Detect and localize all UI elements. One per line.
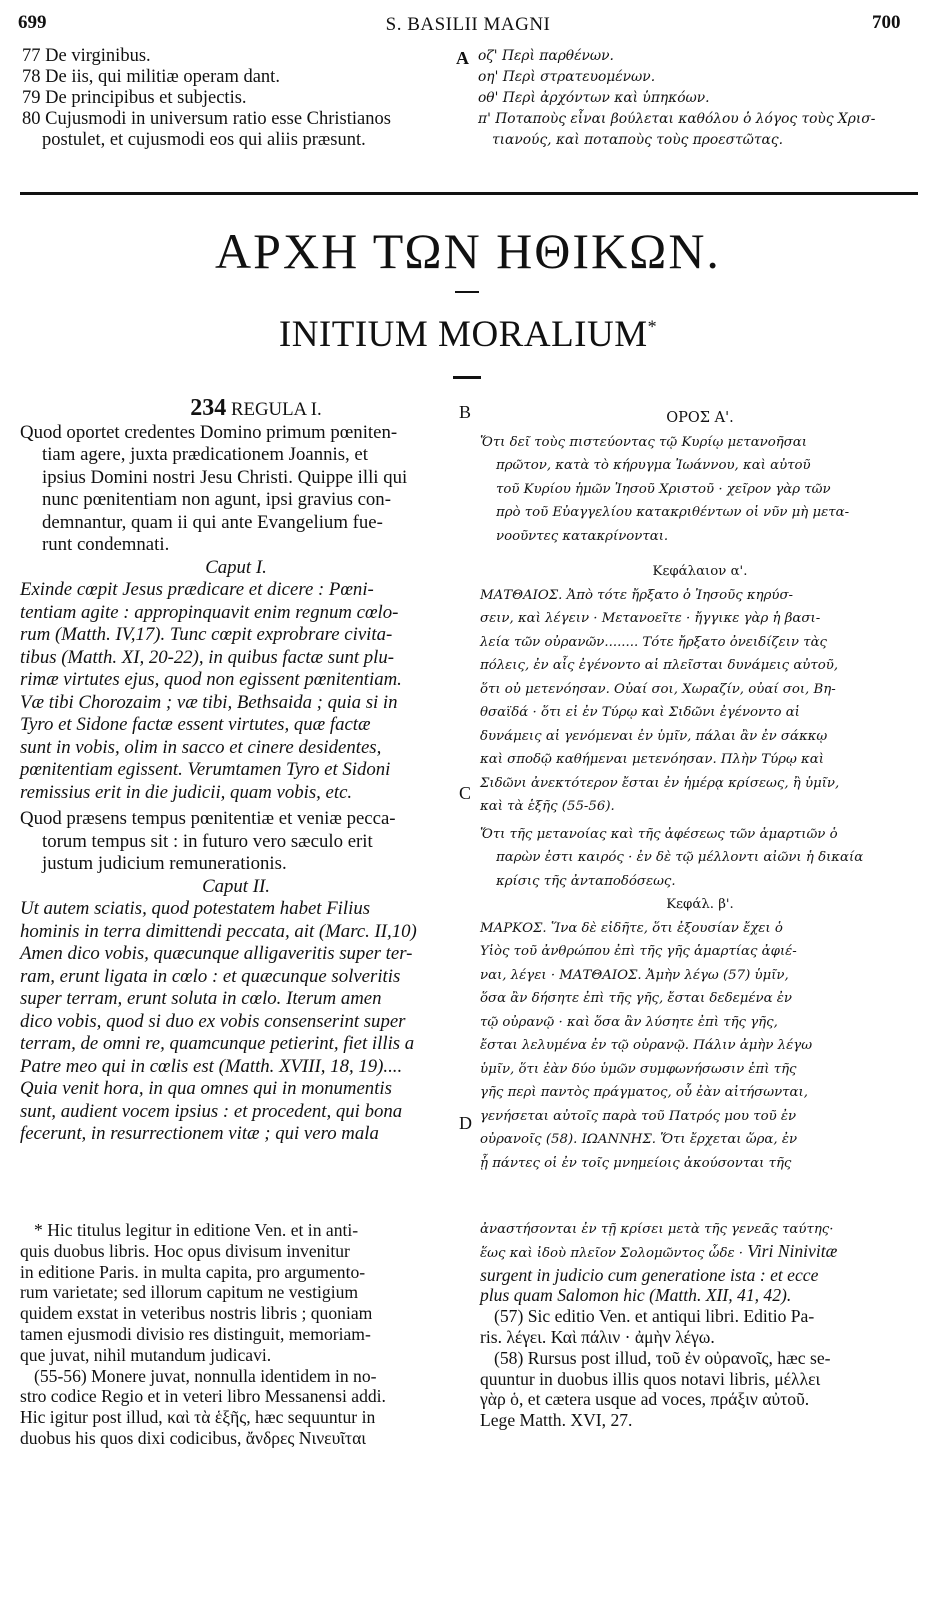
text-line: nunc pœnitentiam non agunt, ipsi gravius con- <box>42 489 391 510</box>
text-line: παρὼν ἐστι καιρός · ἐν δὲ τῷ μέλλοντι αἰῶνι ἡ δικαία <box>496 850 864 865</box>
text-line: Σιδῶνι ἀνεκτότερον ἔσται ἐν ἡμέρᾳ κρίσεως, ἢ ὑμῖν, <box>480 775 840 791</box>
text-line: Patre meo qui in cœlis est (Matth. XVIII, 18, 19).... <box>20 1055 403 1077</box>
text-line: runt condemnati. <box>42 534 170 555</box>
toc-entry: 78 De iis, qui militiæ operam dant. <box>22 67 280 87</box>
text-line: τοῦ Κυρίου ἡμῶν Ἰησοῦ Χριστοῦ · χεῖρον γὰρ τῶν <box>496 481 831 497</box>
text-line: δυνάμεις αἱ γενόμεναι ἐν ὑμῖν, πάλαι ἂν ἐν σάκκῳ <box>480 728 828 744</box>
footnotes-left <box>20 1220 460 1449</box>
text-line: Amen dico vobis, quæcunque alligaveritis super ter- <box>20 943 413 964</box>
text-line: super terram, erunt soluta in cœlo. Iterum amen <box>20 988 382 1009</box>
caput-heading: Caput II. <box>202 875 270 897</box>
text-line: καὶ σποδῷ καθήμεναι μετενόησαν. Πλὴν Τύρῳ καὶ <box>480 752 824 767</box>
title-footnote-mark: * <box>647 316 658 337</box>
footnote-line: * Hic titulus legitur in editione Ven. et in anti- <box>34 1220 359 1240</box>
latin-column <box>20 397 452 1146</box>
text-line: θσαϊδά · ὅτι εἰ ἐν Τύρῳ καὶ Σιδῶνι ἐγένοντο αἱ <box>480 705 800 720</box>
text-line: demnantur, quam ii qui ante Evangelium fue- <box>42 511 383 533</box>
footnote-line: tamen ejusmodi divisio res distinguit, memoriam- <box>20 1323 371 1344</box>
text-line: ipsius Domini nostri Jesu Christi. Quippe illi qui <box>42 466 408 488</box>
toc-entry: 79 De principibus et subjectis. <box>22 88 247 108</box>
running-title: S. BASILII MAGNI <box>385 14 551 35</box>
caput-heading: Caput I. <box>205 556 267 578</box>
margin-letter-d: D <box>459 1113 472 1133</box>
text-line: Ut autem sciatis, quod potestatem habet Filius <box>20 898 371 919</box>
text-line: Exinde cœpit Jesus prædicare et dicere : Pœni- <box>20 579 374 600</box>
text-line: οὐρανοῖς (58). ΙΩΑΝΝΗΣ. Ὅτι ἔρχεται ὥρα, ἐν <box>480 1132 798 1147</box>
text-line: κρίσις τῆς ἀνταποδόσεως. <box>496 873 676 889</box>
title-greek: ΑΡΧΗ ΤΩΝ ΗΘΙΚΩΝ. <box>215 223 721 279</box>
text-line: Tyro et Sidone factæ essent virtutes, quæ factæ <box>20 714 371 735</box>
title-dash <box>453 376 481 379</box>
toc-entry: postulet, et cujusmodi eos qui aliis præsunt. <box>42 130 366 150</box>
text-line: dico vobis, quod si duo ex vobis consenserint super <box>20 1010 406 1032</box>
text-line: πρῶτον, κατὰ τὸ κήρυγμα Ἰωάννου, καὶ αὐτοῦ <box>496 458 811 473</box>
text-line: Væ tibi Chorozaim ; væ tibi, Bethsaida ; quia si in <box>20 691 398 713</box>
footnote-line: Lege Matth. XVI, 27. <box>480 1410 633 1431</box>
text-line: Quia venit hora, in qua omnes qui in monumentis <box>20 1078 392 1099</box>
regula-heading: REGULA I. <box>230 399 322 420</box>
footnote-line: ἀναστήσονται ἐν τῇ κρίσει μετὰ τῆς γενεᾶς ταύτης· <box>480 1222 834 1237</box>
footnotes-right <box>480 1220 920 1431</box>
toc-entry: οζ' Περὶ παρθένων. <box>478 48 614 64</box>
text-line: ὅτι οὐ μετενόησαν. Οὐαί σοι, Χωραζίν, οὐαί σοι, Βη- <box>480 681 836 697</box>
text-line: σειν, καὶ λέγειν · Μετανοεῖτε · ἤγγικε γὰρ ἡ βασι- <box>480 611 821 626</box>
text-line: terram, de omni re, quamcunque petierint, fiet illis a <box>20 1033 415 1054</box>
page-number-right: 700 <box>872 12 901 33</box>
footnote-line: que juvat, nihil mutandum judicavi. <box>20 1344 272 1365</box>
text-line: πρὸ τοῦ Εὐαγγελίου κατακριθέντων οἱ νῦν μὴ μετα- <box>496 505 850 520</box>
footnote-line: plus quam Salomon hic (Matth. XII, 41, 42). <box>480 1285 792 1306</box>
footnote-line: surgent in judicio cum generatione ista : et ecce <box>480 1264 819 1285</box>
text-line: νοοῦντες κατακρίνονται. <box>496 528 669 544</box>
text-line: ναι, λέγει · ΜΑΤΘΑΙΟΣ. Ἀμὴν λέγω (57) ὑμῖν, <box>480 967 789 983</box>
toc-entry: π' Ποταποὺς εἶναι βούλεται καθόλου ὁ λόγος τοὺς Χρισ- <box>478 111 876 127</box>
text-line: ram, erunt ligata in cœlo : et quæcunque solveritis <box>20 965 401 987</box>
footnote-line: (57) Sic editio Ven. et antiqui libri. Editio Pa- <box>494 1306 815 1327</box>
toc-entry: οθ' Περὶ ἀρχόντων καὶ ὑπηκόων. <box>478 90 710 106</box>
footnote-line: duobus his quos dixi codicibus, ἄνδρες Νινευῖται <box>20 1427 367 1448</box>
text-line: pœnitentiam egissent. Verumtamen Tyro et Sidoni <box>20 759 391 780</box>
toc-entry: οη' Περὶ στρατευομένων. <box>478 69 656 85</box>
text-line: ΜΑΡΚΟΣ. Ἵνα δὲ εἰδῆτε, ὅτι ἐξουσίαν ἔχει ὁ <box>480 920 783 936</box>
text-line: πόλεις, ἐν αἷς ἐγένοντο αἱ πλεῖσται δυνάμεις αὐτοῦ, <box>480 658 839 673</box>
text-line: justum judicium remunerationis. <box>42 853 287 874</box>
text-line: Ὅτι δεῖ τοὺς πιστεύοντας τῷ Κυρίῳ μετανοῆσαι <box>480 434 807 450</box>
title-latin: INITIUM MORALIUM* <box>278 314 658 355</box>
footnote-line: (58) Rursus post illud, τοῦ ἐν οὐρανοῖς, hæc se- <box>494 1347 831 1368</box>
footnote-line: quuntur in duobus illis quos notavi libris, μέλλει <box>480 1368 821 1389</box>
text-line: tentiam agite : appropinquavit enim regnum cœlo- <box>20 601 399 623</box>
greek-column <box>480 407 920 1175</box>
toc-entry: 80 Cujusmodi in universum ratio esse Christianos <box>22 109 391 129</box>
header-rule <box>20 192 918 195</box>
footnote-greek: ἕως καὶ ἰδοὺ πλεῖον Σολομῶντος ὧδε · <box>480 1245 748 1261</box>
text-line: Quod præsens tempus pœnitentiæ et veniæ pecca- <box>20 808 396 829</box>
latin-toc <box>22 46 391 151</box>
text-line: ἔσται λελυμένα ἐν τῷ οὐρανῷ. Πάλιν ἀμὴν λέγω <box>480 1038 813 1053</box>
column-number: 234 <box>190 395 227 421</box>
greek-toc <box>478 46 875 151</box>
footnote-line: Hic igitur post illud, καὶ τὰ ἑξῆς, hæc sequuntur in <box>20 1407 376 1428</box>
text-line: ὅσα ἂν δήσητε ἐπὶ τῆς γῆς, ἔσται δεδεμένα ἐν <box>480 991 792 1006</box>
text-line: tiam agere, juxta prædicationem Joannis, et <box>42 444 368 465</box>
oros-heading: ΟΡΟΣ Α'. <box>666 410 734 426</box>
text-line: ὑμῖν, ὅτι ἐὰν δύο ὑμῶν συμφωνήσωσιν ἐπὶ τῆς <box>480 1061 797 1077</box>
footnote-line: in editione Paris. in multa capita, pro argumento- <box>20 1261 366 1282</box>
text-line: torum tempus sit : in futuro vero sæculo erit <box>42 830 373 852</box>
text-line: rimæ virtutes ejus, quod non egissent pœnitentiam. <box>20 669 402 690</box>
text-line: Ὅτι τῆς μετανοίας καὶ τῆς ἀφέσεως τῶν ἁμαρτιῶν ὁ <box>480 826 838 842</box>
footnote-line: γὰρ ὁ, et cætera usque ad voces, πράξιν αὐτοῦ. <box>480 1389 810 1410</box>
kefalaion-heading: Κεφάλ. β'. <box>666 897 734 912</box>
text-line: rum (Matth. IV,17). Tunc cœpit exprobrare civita- <box>20 624 393 645</box>
text-line: remissius erit in die judicii, quam vobis, etc. <box>20 781 353 803</box>
footnote-line: rum varietate; sed illorum capitum ne vestigium <box>20 1282 359 1303</box>
footnote-line: quidem exstat in veteribus nostris libris ; quoniam <box>20 1303 373 1324</box>
kefalaion-heading: Κεφάλαιον α'. <box>652 564 748 579</box>
title-dash <box>455 291 479 293</box>
footnote-line: ris. λέγει. Καὶ πάλιν · ἀμὴν λέγω. <box>480 1326 715 1347</box>
toc-entry: τιανούς, καὶ ποταποὺς τοὺς προεστῶτας. <box>492 132 783 148</box>
text-line: hominis in terra dimittendi peccata, ait (Marc. II,10) <box>20 920 417 942</box>
text-line: ΜΑΤΘΑΙΟΣ. Ἀπὸ τότε ἤρξατο ὁ Ἰησοῦς κηρύσ- <box>480 587 794 603</box>
text-line: sunt, audient vocem ipsius : et procedent, qui bona <box>20 1100 403 1122</box>
page-number-left: 699 <box>18 12 47 33</box>
footnote-line: stro codice Regio et in veteri libro Messanensi addi. <box>20 1386 386 1407</box>
text-line: γενήσεται αὐτοῖς παρὰ τοῦ Πατρός μου τοῦ ἐν <box>480 1108 797 1124</box>
margin-letter-b: B <box>459 402 472 422</box>
margin-letter-c: C <box>459 783 472 803</box>
text-line: sunt in vobis, olim in sacco et cinere desidentes, <box>20 736 382 758</box>
toc-entry: 77 De virginibus. <box>22 46 151 66</box>
text-line: τῷ οὐρανῷ · καὶ ὅσα ἂν λύσητε ἐπὶ τῆς γῆς, <box>480 1014 778 1030</box>
text-line: ᾗ πάντες οἱ ἐν τοῖς μνημείοις ἀκούσονται τῆς <box>480 1155 792 1171</box>
text-line: καὶ τὰ ἑξῆς (55-56). <box>480 799 615 814</box>
text-line: Υἱὸς τοῦ ἀνθρώπου ἐπὶ τῆς γῆς ἁμαρτίας ἀφιέ- <box>480 944 797 959</box>
text-line: λεία τῶν οὐρανῶν........ Τότε ἤρξατο ὀνειδίζειν τὰς <box>480 634 827 650</box>
footnote-line <box>480 1241 920 1265</box>
text-line: fecerunt, in resurrectionem vitæ ; qui vero mala <box>20 1123 379 1144</box>
text-line: Quod oportet credentes Domino primum pœniten- <box>20 421 398 443</box>
text-line: γῆς περὶ παντὸς πράγματος, οὗ ἐὰν αἰτήσωνται, <box>480 1085 808 1100</box>
text-line: tibus (Matth. XI, 20-22), in quibus factæ sunt plu- <box>20 646 395 668</box>
footnote-line: quis duobus libris. Hoc opus divisum invenitur <box>20 1240 350 1261</box>
margin-letter-a: A <box>456 48 469 68</box>
footnote-latin: Viri Ninivitæ <box>747 1240 838 1261</box>
footnote-line: (55-56) Monere juvat, nonnulla identidem in no- <box>34 1365 377 1386</box>
